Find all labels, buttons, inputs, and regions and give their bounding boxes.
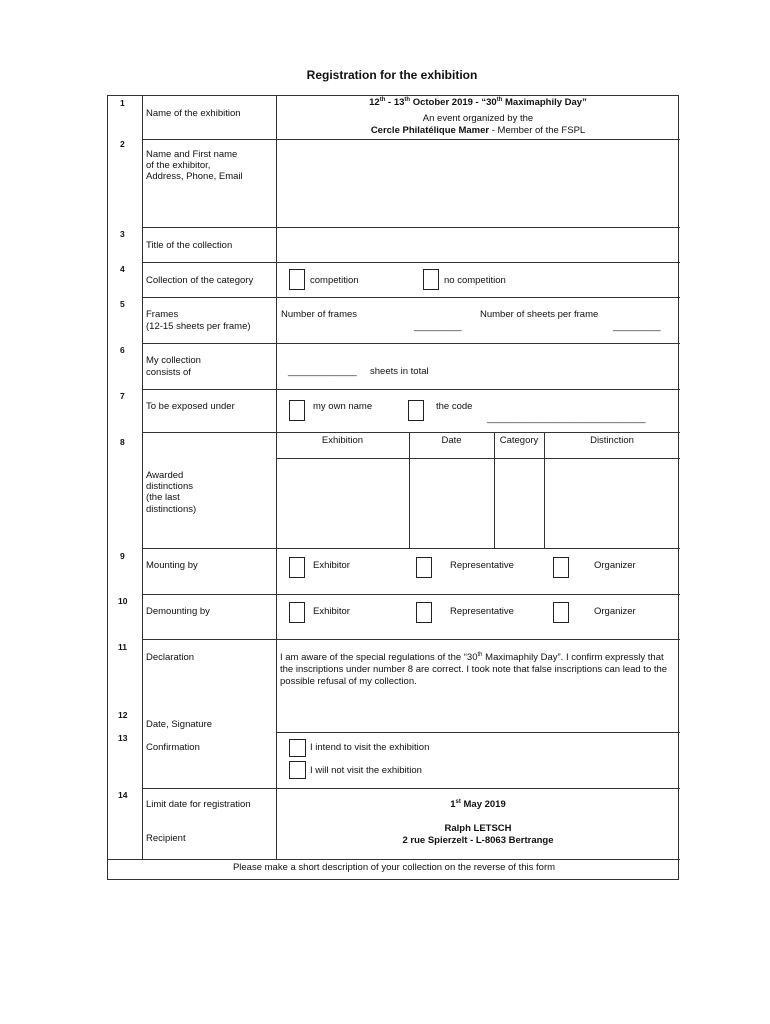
exhibition-dates: 12th - 13th October 2019 - “30th Maximaphily Day” [369,96,587,108]
mounting-exhibitor-checkbox[interactable] [289,557,305,578]
distinction-header-exhibition: Exhibition [321,435,364,446]
no-competition-label: no competition [444,275,506,286]
label-awarded-line2: distinctions [146,481,193,492]
exhibition-organizer-text: An event organized by the [422,113,534,124]
declaration-line3: possible refusal of my collection. [280,676,417,687]
number-of-frames-field[interactable]: _________ [414,321,462,332]
label-exposed: To be exposed under [146,401,235,412]
label-collection-line2: consists of [146,367,191,378]
distinction-header-distinction: Distinction [590,435,634,446]
label-exhibitor-line2: of the exhibitor, [146,160,211,171]
row-number: 3 [120,229,125,239]
row-number: 13 [118,733,128,743]
competition-checkbox[interactable] [289,269,305,290]
row-number: 1 [120,98,125,108]
label-collection-title: Title of the collection [146,240,233,251]
intend-to-visit-label: I intend to visit the exhibition [310,742,430,753]
distinction-header-date: Date [441,435,462,446]
signature-field[interactable] [277,696,680,732]
sheets-total-label: sheets in total [370,366,429,377]
label-date-signature: Date, Signature [146,719,213,730]
recipient-name: Ralph LETSCH [444,823,512,834]
distinction-header-category: Category [499,435,539,446]
row-number: 12 [118,710,128,720]
mounting-exhibitor-label: Exhibitor [313,560,350,571]
label-awarded-line4: distinctions) [146,504,197,515]
label-exhibition-name: Name of the exhibition [146,108,241,119]
code-label: the code [436,401,473,412]
mounting-representative-label: Representative [450,560,514,571]
row-number: 11 [118,642,127,652]
form-footer-note: Please make a short description of your collection on the reverse of this form [232,862,556,873]
total-sheets-field[interactable]: _____________ [288,366,357,377]
label-demounting: Demounting by [146,606,210,617]
row-number: 10 [118,596,128,606]
label-awarded-line3: (the last [146,492,180,503]
label-mounting: Mounting by [146,560,198,571]
demounting-exhibitor-label: Exhibitor [313,606,350,617]
not-visit-checkbox[interactable] [289,761,306,779]
declaration-line2: the inscriptions under number 8 are correct. I took note that false inscriptions can lead to the [280,664,668,675]
label-declaration: Declaration [146,652,195,663]
label-recipient: Recipient [146,833,186,844]
not-visit-label: I will not visit the exhibition [310,765,422,776]
demounting-exhibitor-checkbox[interactable] [289,602,305,623]
label-confirmation: Confirmation [146,742,200,753]
demounting-representative-checkbox[interactable] [416,602,432,623]
exhibition-club: Cercle Philatélique Mamer - Member of the FSPL [370,125,586,136]
intend-to-visit-checkbox[interactable] [289,739,306,757]
row-number: 6 [120,345,125,355]
demounting-organizer-checkbox[interactable] [553,602,569,623]
label-frames-note: (12-15 sheets per frame) [146,321,251,332]
own-name-checkbox[interactable] [289,400,305,421]
declaration-line1: I am aware of the special regulations of the “30th Maximaphily Day”. I confirm expressly that [280,651,664,663]
registration-form [107,95,679,880]
sheets-per-frame-label: Number of sheets per frame [480,309,599,320]
label-exhibitor-line3: Address, Phone, Email [146,171,243,182]
label-exhibitor-line1: Name and First name [146,149,238,160]
exhibitor-details-field[interactable] [277,140,680,227]
row-number: 14 [118,790,128,800]
limit-date: 1st May 2019 [450,798,506,810]
label-category: Collection of the category [146,275,254,286]
row-number: 7 [120,391,125,401]
row-number: 5 [120,299,125,309]
mounting-organizer-checkbox[interactable] [553,557,569,578]
recipient-address: 2 rue Spierzelt - L-8063 Bertrange [402,835,554,846]
number-of-frames-label: Number of frames [281,309,358,320]
form-title: Registration for the exhibition [306,68,478,82]
no-competition-checkbox[interactable] [423,269,439,290]
mounting-representative-checkbox[interactable] [416,557,432,578]
label-collection-line1: My collection [146,355,201,366]
row-number: 9 [120,551,125,561]
sheets-per-frame-field[interactable]: _________ [613,321,661,332]
row-number: 2 [120,139,125,149]
label-awarded-line1: Awarded [146,470,184,481]
code-checkbox[interactable] [408,400,424,421]
row-number: 8 [120,437,125,447]
label-frames: Frames [146,309,179,320]
collection-title-field[interactable] [277,228,680,262]
row-number: 4 [120,264,125,274]
demounting-organizer-label: Organizer [594,606,636,617]
code-field[interactable]: ______________________________ [487,413,646,424]
label-limit-date: Limit date for registration [146,799,251,810]
own-name-label: my own name [313,401,373,412]
competition-label: competition [310,275,359,286]
demounting-representative-label: Representative [450,606,514,617]
mounting-organizer-label: Organizer [594,560,636,571]
